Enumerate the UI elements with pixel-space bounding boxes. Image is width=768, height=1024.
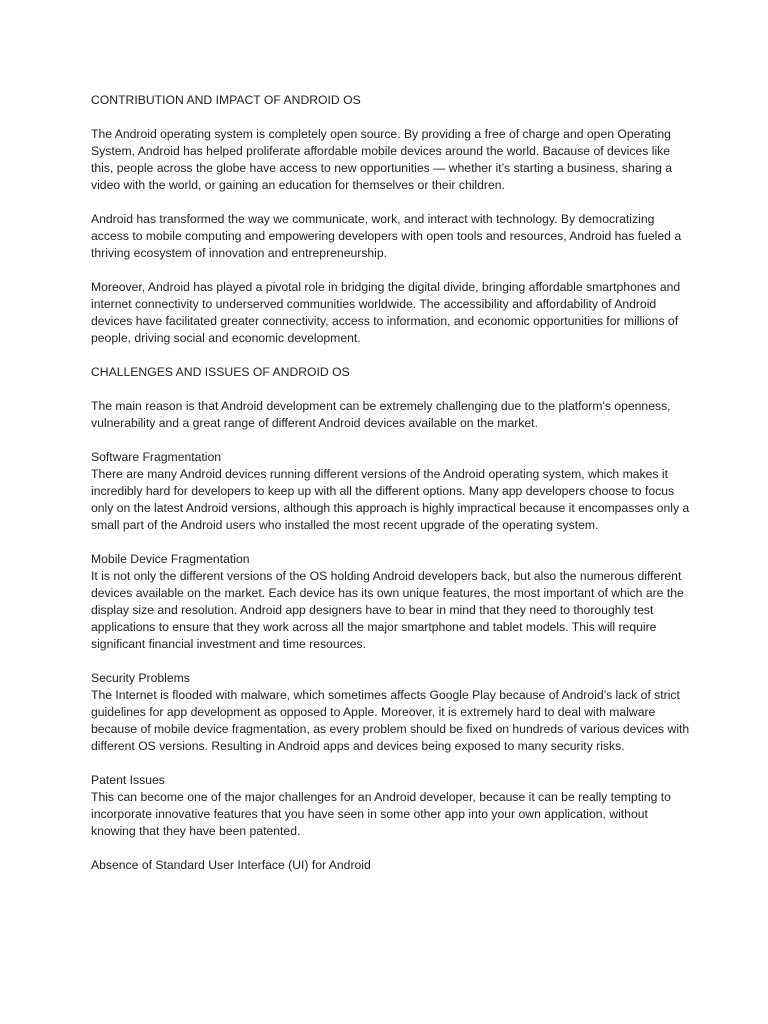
issue-body: There are many Android devices running different versions of the Android operating system, which makes it incredibly hard for developers to keep up with all the different options. Many app developers choose to focus only on the latest Android versions, although this approach is highly impractical because it encompasses only a small part of the Android users who installed the most recent upgrade of the operating system. xyxy=(91,467,690,532)
paragraph-challenges-intro: The main reason is that Android development can be extremely challenging due to the platform's openness, vulnerability and a great range of different Android devices available on the market. xyxy=(91,399,671,430)
issue-patent-issues xyxy=(91,772,691,840)
issue-security-problems xyxy=(91,670,691,755)
paragraph-transformation: Android has transformed the way we communicate, work, and interact with technology. By democratizing access to mobile computing and empowering developers with open tools and resources, Android has fueled a thriving ecosystem of innovation and entrepreneurship. xyxy=(91,212,682,260)
section-heading-challenges: CHALLENGES AND ISSUES OF ANDROID OS xyxy=(91,365,350,379)
issue-body: The Internet is flooded with malware, which sometimes affects Google Play because of Android’s lack of strict guidelines for app development as opposed to Apple. Moreover, it is extremely hard to deal with malware because of mobile device fragmentation, as every problem should be fixed on hundreds of various devices with different OS versions. Resulting in Android apps and devices being exposed to many security risks. xyxy=(91,688,690,753)
paragraph-open-source: The Android operating system is completely open source. By providing a free of charge and open Operating System, Android has helped proliferate affordable mobile devices around the world. Bacause of devices like this, people across the globe have access to new opportunities — whether it’s starting a business, sharing a video with the world, or gaining an education for themselves or their children. xyxy=(91,127,673,192)
issue-title: Mobile Device Fragmentation xyxy=(91,552,250,566)
issue-title: Patent Issues xyxy=(91,773,165,787)
paragraph-digital-divide: Moreover, Android has played a pivotal role in bridging the digital divide, bringing affordable smartphones and internet connectivity to underserved communities worldwide. The accessibility and affordability of Android devices have facilitated greater connectivity, access to information, and economic opportunities for millions of people, driving social and economic development. xyxy=(91,280,681,345)
subheading-absence-standard-ui: Absence of Standard User Interface (UI) for Android xyxy=(91,858,371,872)
document-page xyxy=(91,92,691,891)
issue-title: Software Fragmentation xyxy=(91,450,222,464)
issue-software-fragmentation xyxy=(91,449,691,534)
section-heading-contribution: CONTRIBUTION AND IMPACT OF ANDROID OS xyxy=(91,93,361,107)
issue-mobile-device-fragmentation xyxy=(91,551,691,653)
issue-body: It is not only the different versions of the OS holding Android developers back, but also the numerous different devices available on the market. Each device has its own unique features, the most important of which are the display size and resolution. Android app designers have to bear in mind that they need to thoroughly test applications to ensure that they work across all the major smartphone and tablet models. This will require significant financial investment and time resources. xyxy=(91,569,684,651)
issue-body: This can become one of the major challenges for an Android developer, because it can be really tempting to incorporate innovative features that you have seen in some other app into your own application, without knowing that they have been patented. xyxy=(91,790,671,838)
issue-title: Security Problems xyxy=(91,671,190,685)
